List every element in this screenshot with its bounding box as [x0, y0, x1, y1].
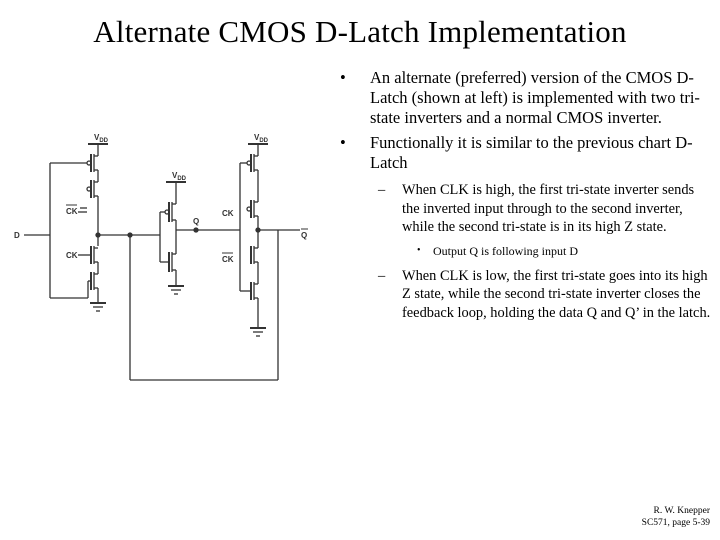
ck-label-2: CK — [222, 209, 234, 218]
slide-title: Alternate CMOS D-Latch Implementation — [93, 14, 627, 49]
bullet-marker: • — [417, 244, 421, 256]
credit-author: R. W. Knepper — [653, 506, 710, 516]
dash-marker: – — [378, 267, 386, 284]
sub-bullet-item — [340, 181, 712, 237]
sub-bullet-item — [340, 267, 712, 323]
cmos-d-latch-schematic — [10, 118, 325, 388]
vdd-label-1: $V_{DD}$ — [94, 133, 109, 144]
tristate-inverter-1 — [78, 144, 108, 311]
slide-credit — [642, 505, 710, 529]
vdd-label-2: $V_{DD}$ — [172, 171, 187, 182]
sub-sub-bullet-item — [340, 243, 712, 259]
bullet-item — [340, 68, 712, 128]
bullet-text: An alternate (preferred) version of the CMOS D-Latch (shown at left) is implemented with two tri-state inverters and a normal CMOS inverter. — [370, 68, 700, 127]
sub-bullet-text: When CLK is high, the first tri-state inverter sends the inverted input through to the second inverter, while the second tri-state is in its high Z state. — [402, 182, 695, 235]
sub-sub-bullet-text: Output Q is following input D — [433, 243, 579, 258]
bullet-marker: • — [340, 133, 346, 152]
ck-label-1: CK — [66, 251, 78, 260]
bullet-list — [340, 68, 712, 322]
ck-bar-label-1: CK — [66, 207, 78, 216]
q-output-label: Q — [193, 217, 200, 226]
ck-bar-label-2: CK — [222, 255, 234, 264]
bullet-text: Functionally it is similar to the previous chart D-Latch — [370, 133, 693, 172]
sub-bullet-text: When CLK is low, the first tri-state goes into its high Z state, while the second tri-state inverter closes the feedback loop, holding the data Q and Q’ in the latch. — [402, 267, 711, 321]
bullet-item — [340, 133, 712, 173]
cmos-inverter — [160, 182, 186, 294]
qbar-output-label: Q — [301, 231, 308, 240]
credit-course: SC571, page 5-39 — [641, 518, 710, 528]
dash-marker: – — [378, 182, 386, 198]
tristate-inverter-2 — [247, 144, 268, 336]
bullet-marker: • — [340, 68, 346, 87]
d-input-label: D — [14, 231, 20, 240]
vdd-label-3: $V_{DD}$ — [254, 133, 269, 144]
